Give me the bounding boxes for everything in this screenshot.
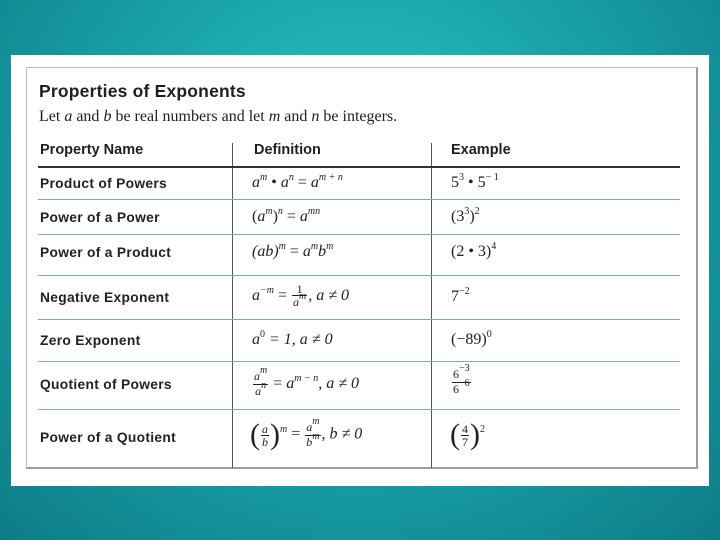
row-divider — [38, 361, 680, 362]
definition-product-of-powers: $a^m$ • $a^n = a^{m + n}$ — [252, 172, 343, 191]
row-name-quotient-of-powers: Quotient of Powers — [40, 377, 172, 392]
intro-text: Let — [39, 108, 65, 125]
definition-power-of-a-quotient: ( $\frac{a}{b}$ )$^m$ = $\frac{a^m}{b^m}$ , b ≠ 0 — [250, 415, 363, 451]
definition-zero-exponent: $a^0 = 1$, a ≠ 0 — [252, 329, 333, 348]
example-power-of-a-product: (2 • 3)$^4$ — [451, 241, 497, 260]
intro-var-n: n — [311, 108, 320, 125]
row-name-zero-exponent: Zero Exponent — [40, 333, 141, 348]
row-name-negative-exponent: Negative Exponent — [40, 290, 170, 305]
header-example: Example — [451, 142, 511, 158]
definition-power-of-a-product: $(ab)^m = a^mb^m$ — [252, 241, 334, 260]
intro-var-m: m — [268, 108, 281, 125]
intro-text: be integers. — [319, 108, 398, 125]
intro-text: be real numbers and let — [111, 108, 269, 125]
row-divider — [38, 319, 680, 320]
intro-text: and — [280, 108, 312, 125]
row-divider — [38, 275, 680, 276]
row-name-power-of-a-product: Power of a Product — [40, 245, 172, 260]
intro-sentence — [39, 108, 397, 126]
column-divider — [431, 143, 432, 468]
row-name-power-of-a-quotient: Power of a Quotient — [40, 430, 177, 445]
header-definition: Definition — [254, 142, 321, 158]
example-negative-exponent: $7^{-2}$ — [451, 286, 470, 305]
definition-negative-exponent: $a^{-m}$ = $\frac{1}{a^m}$ , a ≠ 0 — [252, 282, 350, 309]
intro-var-b: b — [103, 108, 112, 125]
row-divider — [38, 234, 680, 235]
definition-quotient-of-powers: $\frac{a^m}{a^n}$ = $a^{m - n}$, a ≠ 0 — [254, 365, 360, 398]
example-power-of-a-power: $(3^3)^2$ — [451, 206, 480, 225]
example-power-of-a-quotient: ( $\frac{4}{7}$ )$^2$ — [450, 418, 485, 451]
example-zero-exponent: $(-89)^0$ — [451, 329, 492, 348]
example-product-of-powers: $5^3$ • $5^{- 1}$ — [451, 172, 499, 191]
card-title: Properties of Exponents — [39, 81, 246, 101]
example-quotient-of-powers: $\frac{6^{-3}}{6^{-6}}$ — [453, 363, 470, 396]
row-name-product-of-powers: Product of Powers — [40, 176, 167, 191]
header-property-name: Property Name — [40, 142, 144, 158]
row-divider — [38, 199, 680, 200]
definition-power-of-a-power: $(a^m)^n = a^{mn}$ — [252, 206, 321, 225]
row-name-power-of-a-power: Power of a Power — [40, 210, 160, 225]
intro-var-a: a — [64, 108, 73, 125]
column-divider — [232, 143, 233, 468]
intro-text: and — [72, 108, 104, 125]
header-rule — [38, 166, 680, 168]
row-divider — [38, 409, 680, 410]
